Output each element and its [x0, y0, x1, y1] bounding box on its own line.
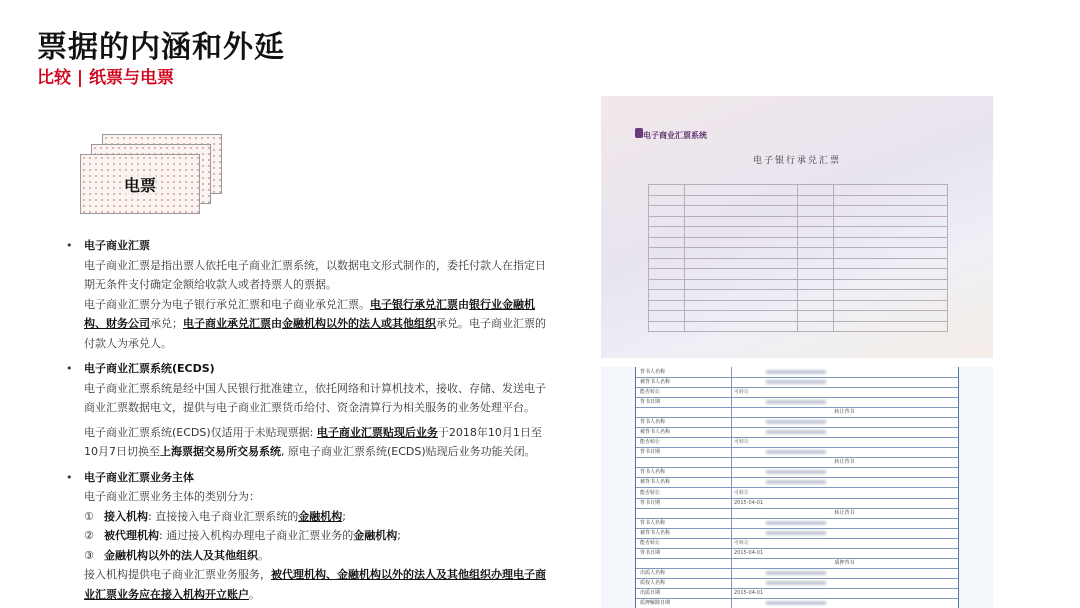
redacted-value: [766, 581, 826, 585]
row-key: 背书人名称: [640, 419, 666, 426]
section-header-label: 转让背书: [834, 409, 855, 416]
row-key: 出质人名称: [640, 569, 666, 576]
row-key: 能否转让: [640, 489, 661, 496]
row-value: 2015-04-01: [734, 549, 764, 556]
row-key: 背书日期: [640, 399, 661, 406]
bill-title: 电子银行承兑汇票: [752, 156, 841, 166]
redacted-value: [766, 450, 826, 454]
paragraph: 电子商业汇票分为电子银行承兑汇票和电子商业承兑汇票。电子银行承兑汇票由银行业金融机构、财务公司承兑；电子商业承兑汇票由金融机构以外的法人或其他组织承兑。电子商业汇票的付款人为承兑人。: [84, 297, 546, 350]
section-ecds: [64, 359, 554, 462]
redacted-value: [766, 380, 826, 384]
row-value: 2015-04-01: [734, 589, 764, 596]
ecds-logo-text: 电子商业汇票系统: [643, 131, 707, 140]
paragraph: 接入机构提供电子商业汇票业务服务，被代理机构、金融机构以外的法人及其他组织办理电子商业汇票业务应在接入机构开立账户。: [84, 568, 546, 601]
row-key: 背书日期: [640, 499, 661, 506]
list-item: ② 被代理机构: 通过接入机构办理电子商业汇票业务的金融机构;: [84, 529, 401, 542]
card-label: 电票: [124, 173, 156, 196]
section-header-label: 质押背书: [834, 559, 855, 566]
page-subtitle: 比较 | 纸票与电票: [37, 68, 175, 88]
section-header-label: 转让背书: [834, 509, 855, 516]
row-value: 可转让: [734, 439, 750, 446]
row-key: 背书人名称: [640, 469, 666, 476]
redacted-value: [766, 531, 826, 535]
section-title: 电子商业汇票业务主体: [84, 470, 194, 484]
row-key: 出质日期: [640, 589, 661, 596]
page-title: 票据的内涵和外延: [37, 30, 285, 65]
bill-table: [648, 184, 948, 332]
section-header-label: 转让背书: [834, 459, 855, 466]
redacted-value: [766, 430, 826, 434]
paragraph: 电子商业汇票是指出票人依托电子商业汇票系统，以数据电文形式制作的，委托付款人在指定日期无条件支付确定金额给收款人或者持票人的票据。: [84, 258, 546, 291]
redacted-value: [766, 400, 826, 404]
ecds-logo-icon: [635, 128, 643, 138]
section-title: 电子商业汇票: [84, 239, 150, 252]
paragraph: 电子商业汇票系统是经中国人民银行批准建立，依托网络和计算机技术，接收、存储、发送电子商业汇票数据电文，提供与电子商业汇票货币给付、资金清算行为相关服务的业务处理平台。: [84, 381, 546, 414]
row-key: 质押解除日期: [640, 599, 671, 606]
table-row: [636, 598, 958, 608]
paragraph: 电子商业汇票业务主体的类别分为：: [84, 490, 260, 503]
section-commercial-draft: [64, 236, 554, 353]
row-key: 能否转让: [640, 389, 661, 396]
row-key: 背书人名称: [640, 369, 666, 375]
redacted-value: [766, 601, 826, 605]
redacted-value: [766, 521, 826, 525]
list-item: ① 接入机构: 直接接入电子商业汇票系统的金融机构;: [84, 509, 346, 523]
row-key: 背书日期: [640, 449, 661, 456]
list-item: ③ 金融机构以外的法人及其他组织。: [84, 548, 269, 562]
row-key: 质权人名称: [640, 579, 666, 586]
card-front: [80, 154, 200, 214]
redacted-value: [766, 470, 826, 474]
redacted-value: [766, 420, 826, 424]
redacted-value: [766, 480, 826, 484]
endorsement-sheet: [635, 367, 959, 608]
row-value: 2015-04-01: [734, 499, 764, 506]
redacted-value: [766, 571, 826, 575]
paragraph: 电子商业汇票系统(ECDS)仅适用于未贴现票据: 电子商业汇票贴现后业务于2018年10月1日至10月7日切换至上海票据交易所交易系统, 原电子商业汇票系统(ECDS)贴现后业务功能关闭。: [84, 425, 542, 458]
row-value: 可转让: [734, 389, 750, 396]
bullet-icon: •: [66, 239, 73, 252]
row-key: 被背书人名称: [640, 529, 671, 536]
row-key: 被背书人名称: [640, 429, 671, 436]
row-key: 被背书人名称: [640, 379, 671, 386]
bullet-icon: •: [66, 362, 73, 375]
e-bill-card-stack: [80, 134, 220, 214]
row-value: 可转让: [734, 539, 750, 546]
row-key: 能否转让: [640, 439, 661, 446]
endorsement-record-image: [601, 367, 993, 608]
section-title: 电子商业汇票系统(ECDS): [84, 362, 215, 375]
bullet-icon: •: [66, 470, 73, 484]
redacted-value: [766, 370, 826, 374]
row-value: 可转让: [734, 489, 750, 496]
row-key: 背书人名称: [640, 519, 666, 526]
section-participants: [64, 468, 554, 605]
row-key: 背书日期: [640, 549, 661, 556]
content-body: [64, 236, 554, 604]
e-bank-acceptance-bill-image: [601, 96, 993, 358]
row-key: 被背书人名称: [640, 479, 671, 486]
row-key: 能否转让: [640, 539, 661, 546]
